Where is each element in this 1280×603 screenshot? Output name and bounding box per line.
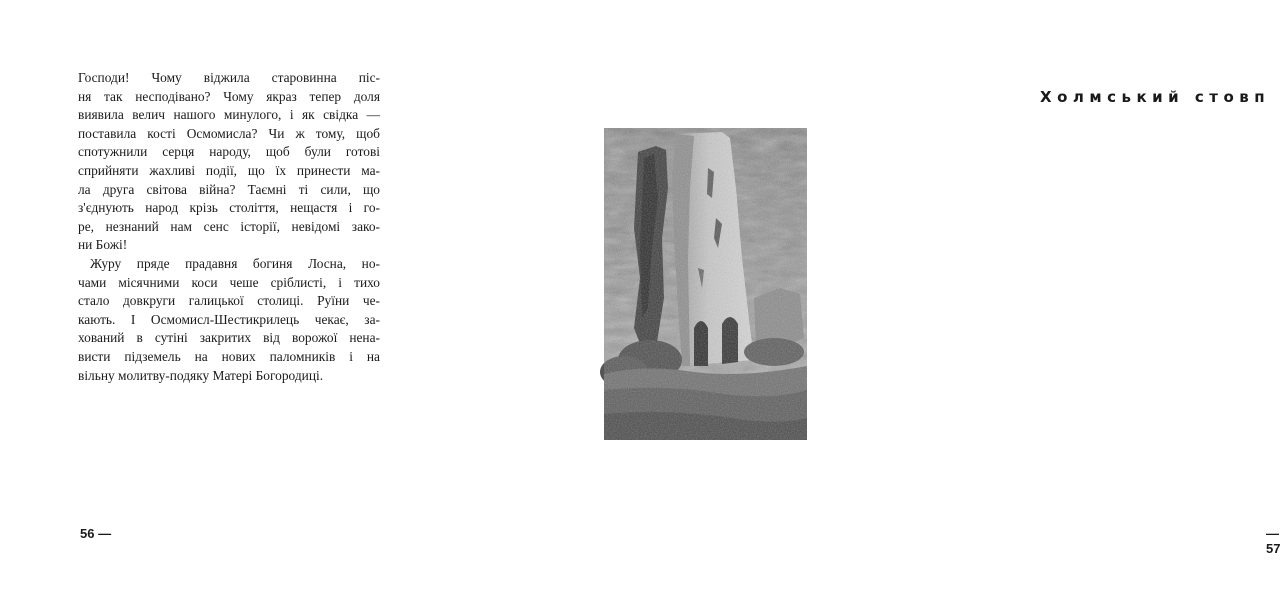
- text-line: висти підземель на нових паломників і на: [78, 348, 380, 364]
- left-page: [0, 0, 450, 603]
- text-line: виявила велич нашого минулого, і як свідка —: [78, 107, 380, 123]
- body-text: [78, 69, 380, 385]
- text-line: Господи! Чому віджила старовинна піс-: [78, 70, 380, 85]
- text-line: з'єднують народ крізь століття, нещастя і го-: [78, 200, 380, 216]
- text-line: сприйняти жахливі події, що їх принести ма-: [78, 162, 380, 178]
- text-line: стало довкруги галицької столиці. Руїни че-: [78, 293, 380, 309]
- text-line: ре, незнаний нам сенс історії, невідомі зако-: [78, 218, 380, 234]
- text-line: кають. І Осмомисл-Шестикрилець чекає, за-: [78, 311, 380, 327]
- page-heading: Холмський стовп: [1040, 88, 1271, 106]
- text-line: чами місячними коси чеше сріблисті, і тихо: [78, 274, 380, 290]
- text-line: хований в сутіні закритих від ворожої нена-: [78, 330, 380, 346]
- text-line: поставила кості Осмомисла? Чи ж тому, щоб: [78, 125, 380, 141]
- text-line: спотужнили серця народу, щоб були готові: [78, 144, 380, 160]
- page-number-right: — 57: [1266, 526, 1280, 556]
- text-line: ня так несподівано? Чому якраз тепер доля: [78, 88, 380, 104]
- text-line: Журу пряде прадавня богиня Лосна, но-: [90, 255, 380, 271]
- text-line: ла друга світова війна? Таємні ті сили, що: [78, 181, 380, 197]
- page-number-left: 56 —: [80, 526, 112, 541]
- text-line: вільну молитву-подяку Матері Богородиці.: [78, 367, 324, 383]
- tower-photo: [604, 128, 807, 440]
- text-line: ни Божі!: [78, 237, 128, 253]
